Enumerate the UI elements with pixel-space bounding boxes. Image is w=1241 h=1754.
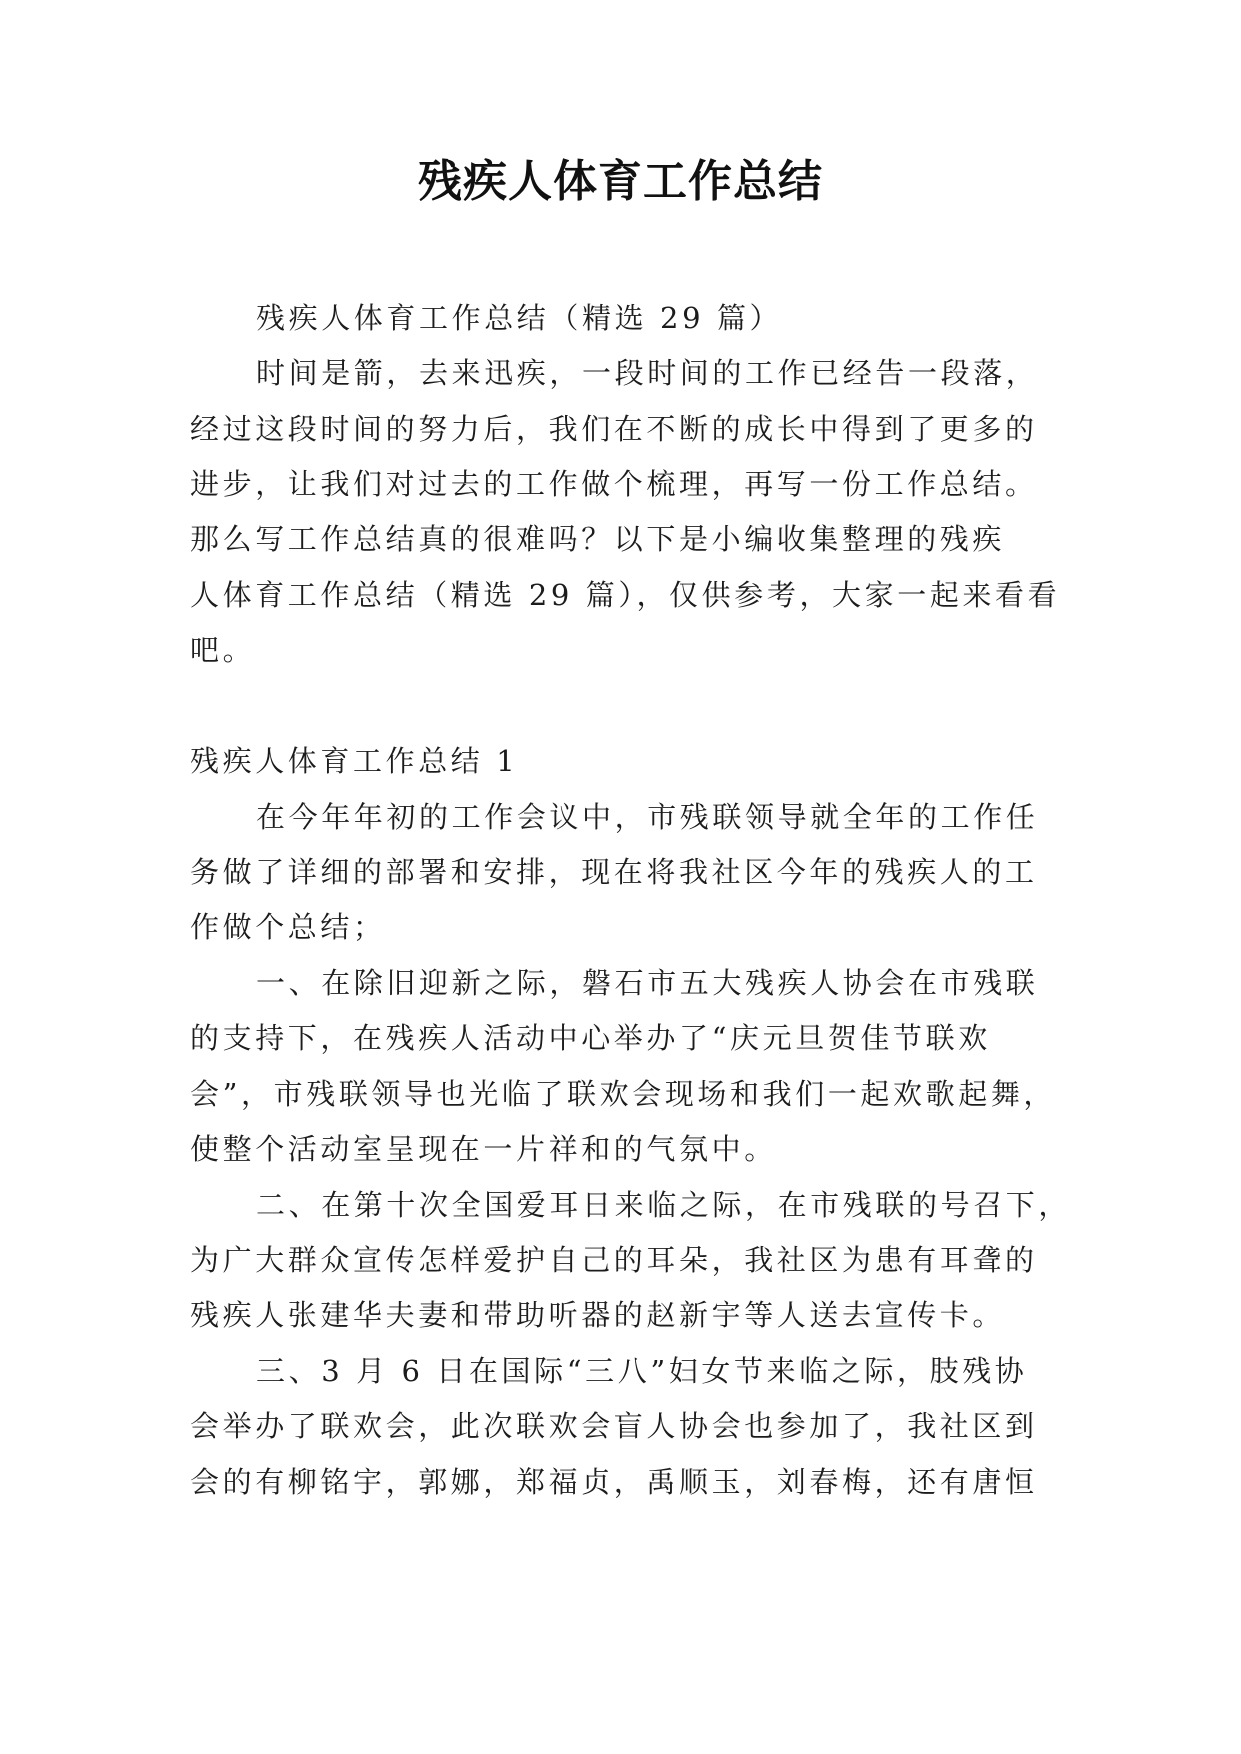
paragraph-line: 务做了详细的部署和安排，现在将我社区今年的残疾人的工 <box>190 855 1038 889</box>
paragraph-line: 会”，市残联领导也光临了联欢会现场和我们一起欢歌起舞， <box>190 1077 1057 1111</box>
intro-line: 经过这段时间的努力后，我们在不断的成长中得到了更多的 <box>190 412 1038 446</box>
document-subtitle: 残疾人体育工作总结（精选 29 篇） <box>256 301 783 335</box>
paragraph-line: 在今年年初的工作会议中，市残联领导就全年的工作任 <box>256 800 1039 834</box>
paragraph-line: 作做个总结； <box>190 910 386 944</box>
paragraph-line: 会举办了联欢会，此次联欢会盲人协会也参加了，我社区到 <box>190 1409 1038 1443</box>
intro-line: 吧。 <box>190 633 256 667</box>
paragraph-line: 会的有柳铭宇，郭娜，郑福贞，禹顺玉，刘春梅，还有唐恒 <box>190 1465 1038 1499</box>
paragraph-line: 的支持下，在残疾人活动中心举办了“庆元旦贺佳节联欢 <box>190 1021 991 1055</box>
paragraph-line: 二、在第十次全国爱耳日来临之际，在市残联的号召下， <box>256 1188 1072 1222</box>
paragraph-line: 残疾人张建华夫妻和带助听器的赵新宇等人送去宣传卡。 <box>190 1298 1006 1332</box>
intro-line: 进步，让我们对过去的工作做个梳理，再写一份工作总结。 <box>190 467 1038 501</box>
intro-line: 时间是箭，去来迅疾，一段时间的工作已经告一段落， <box>256 356 1039 390</box>
paragraph-line: 一、在除旧迎新之际，磐石市五大残疾人协会在市残联 <box>256 966 1039 1000</box>
intro-line: 人体育工作总结（精选 29 篇），仅供参考，大家一起来看看 <box>190 578 1061 612</box>
paragraph-line: 为广大群众宣传怎样爱护自己的耳朵，我社区为患有耳聋的 <box>190 1243 1038 1277</box>
paragraph-line: 使整个活动室呈现在一片祥和的气氛中。 <box>190 1132 777 1166</box>
document-title: 残疾人体育工作总结 <box>418 156 823 207</box>
intro-line: 那么写工作总结真的很难吗？以下是小编收集整理的残疾 <box>190 522 1006 556</box>
paragraph-line: 三、3 月 6 日在国际“三八”妇女节来临之际，肢残协 <box>256 1354 1028 1388</box>
section-heading: 残疾人体育工作总结 1 <box>190 744 519 778</box>
